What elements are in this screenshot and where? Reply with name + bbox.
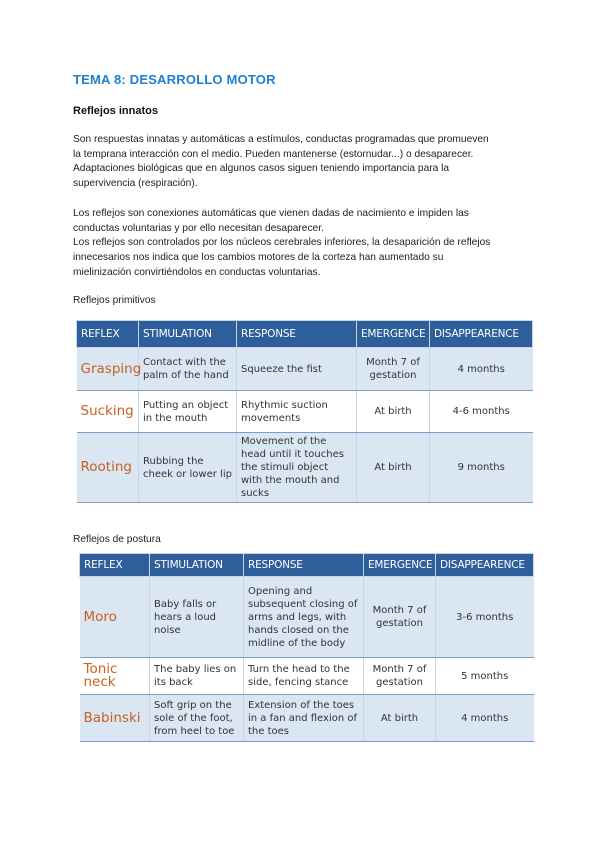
table-row [80,577,534,658]
emergence-cell: At birth [357,433,430,503]
response-cell: Rhythmic suction movements [237,391,357,433]
header-stimulation: STIMULATION [139,321,237,348]
paragraph-innate-reflexes [73,133,543,192]
stimulation-cell: Contact with the palm of the hand [139,348,237,391]
disappearence-cell: 3-6 months [436,577,534,658]
paragraph-line: Los reflejos son conexiones automáticas que vienen dadas de nacimiento e impiden las [73,208,469,219]
reflex-name: Moro [80,577,150,658]
emergence-cell: Month 7 of gestation [357,348,430,391]
paragraph-line: Son respuestas innatas y automáticas a estímulos, conductas programadas que promueven [73,134,489,145]
header-response: RESPONSE [244,554,364,577]
paragraph-line: innecesarios nos indica que los cambios motores de la corteza han aumentado su [73,252,444,264]
response-cell: Extension of the toes in a fan and flexion of the toes [244,695,364,742]
primitive-reflexes-label: Reflejos primitivos [73,295,156,306]
response-cell: Opening and subsequent closing of arms and legs, with hands closed on the midline of the body [244,577,364,658]
response-cell: Squeeze the fist [237,348,357,391]
header-response: RESPONSE [237,321,357,348]
reflex-name: Grasping [77,348,139,391]
disappearence-cell: 4 months [436,695,534,742]
response-cell: Movement of the head until it touches the stimuli object with the mouth and sucks [237,433,357,503]
primitive-reflexes-table [76,320,533,503]
stimulation-cell: Soft grip on the sole of the foot, from heel to toe [150,695,244,742]
paragraph-line: supervivencia (respiración). [73,178,198,190]
emergence-cell: At birth [357,391,430,433]
paragraph-line: conductas voluntarias y por ello necesitan desaparecer. [73,222,324,234]
disappearence-cell: 5 months [436,658,534,695]
table-row [80,658,534,695]
paragraph-line: mielinización convirtiéndolos en conductas voluntarias. [73,266,321,278]
table-row [77,391,533,433]
reflex-name: Rooting [77,433,139,503]
response-cell: Turn the head to the side, fencing stance [244,658,364,695]
emergence-cell: At birth [364,695,436,742]
disappearence-cell: 4-6 months [430,391,533,433]
reflex-name: Tonic neck [80,658,150,695]
paragraph-reflex-control [73,207,543,281]
header-reflex: REFLEX [80,554,150,577]
paragraph-line: la temprana interacción con el medio. Pueden mantenerse (estornudar...) o desaparecer. [73,148,474,160]
header-emergence: EMERGENCE [357,321,430,348]
stimulation-cell: Baby falls or hears a loud noise [150,577,244,658]
header-disappearence: DISAPPEARENCE [436,554,534,577]
table-header-row [77,321,533,348]
stimulation-cell: Putting an object in the mouth [139,391,237,433]
paragraph-line: Adaptaciones biológicas que en algunos casos siguen teniendo importancia para la [73,163,450,175]
posture-reflexes-label: Reflejos de postura [73,534,161,545]
paragraph-line: Los reflejos son controlados por los núcleos cerebrales inferiores, la desaparición de reflejos [73,237,491,249]
posture-reflexes-table [79,553,534,742]
table-header-row [80,554,534,577]
disappearence-cell: 4 months [430,348,533,391]
header-reflex: REFLEX [77,321,139,348]
table-row [77,433,533,503]
header-stimulation: STIMULATION [150,554,244,577]
disappearence-cell: 9 months [430,433,533,503]
section-heading: Reflejos innatos [73,105,158,117]
header-disappearence: DISAPPEARENCE [430,321,533,348]
emergence-cell: Month 7 of gestation [364,658,436,695]
table-row [77,348,533,391]
document-title: TEMA 8: DESARROLLO MOTOR [73,72,276,87]
reflex-name: Babinski [80,695,150,742]
stimulation-cell: Rubbing the cheek or lower lip [139,433,237,503]
reflex-name: Sucking [77,391,139,433]
header-emergence: EMERGENCE [364,554,436,577]
table-row [80,695,534,742]
stimulation-cell: The baby lies on its back [150,658,244,695]
emergence-cell: Month 7 of gestation [364,577,436,658]
